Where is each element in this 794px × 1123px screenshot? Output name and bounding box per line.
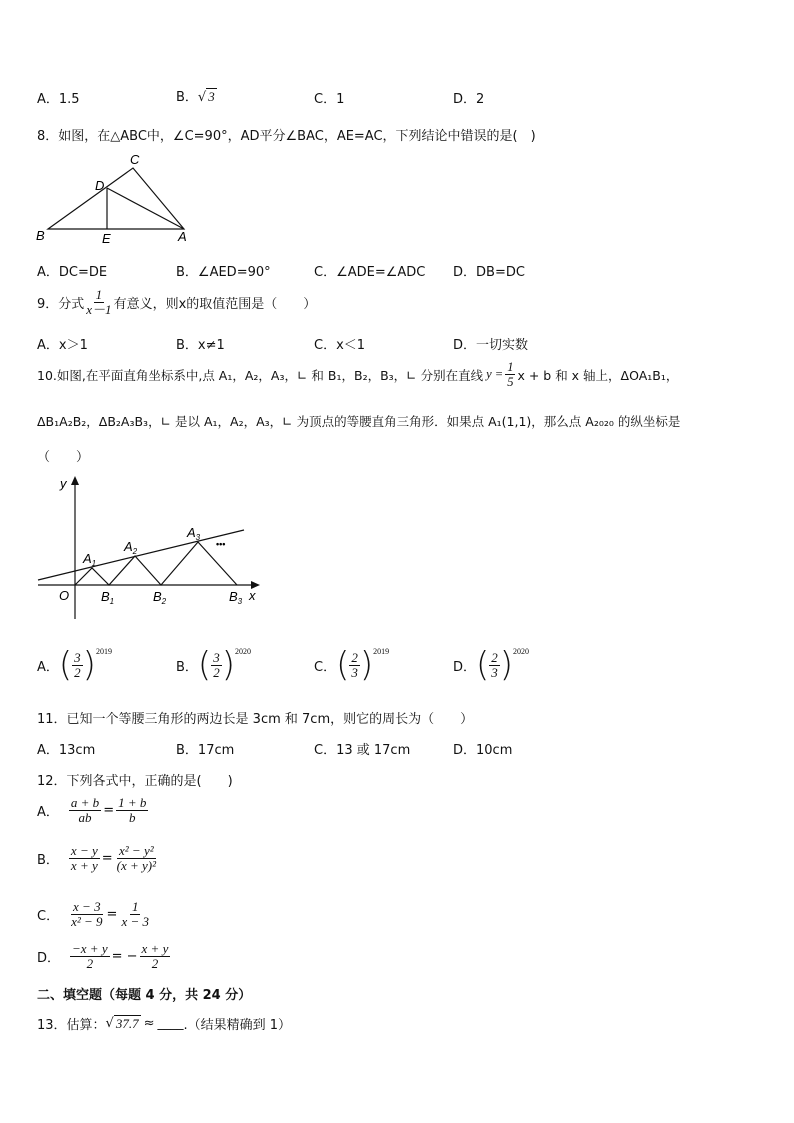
paren-right-icon: ): [221, 645, 235, 685]
label-b1: $B_1$: [101, 589, 115, 606]
q12-a-ld: ab: [78, 810, 92, 825]
sqrt-icon: √: [197, 90, 207, 105]
q12-option-d-letter: D．: [37, 951, 61, 966]
q12-option-a-left-frac: [69, 796, 101, 825]
q11-option-d: D．10cm: [453, 743, 513, 758]
q8-stem: 8．如图，在△ABC中，∠C=90°，AD平分∠BAC，AE=AC，下列结论中错误的是( ): [37, 129, 536, 144]
q11-option-b: B．17cm: [176, 743, 235, 758]
q8-option-c: C．∠ADE=∠ADC: [314, 265, 426, 280]
q9-option-b: B．x≠1: [176, 338, 225, 353]
q10-coordinate-figure: [30, 474, 270, 624]
q9-option-a: A．x＞1: [37, 338, 88, 353]
q10-eq-rest: x + b 和 x 轴上，ΔOA₁B₁，: [517, 367, 679, 383]
q10-option-d-frac: [489, 651, 500, 680]
q12-option-a-letter: A．: [37, 805, 59, 820]
q10-option-a-letter: A．: [37, 659, 59, 675]
q10-option-c-num: 2: [351, 649, 358, 665]
q10-line1: [37, 360, 678, 389]
label-a: A: [178, 229, 187, 244]
q10-option-a-num: 3: [74, 649, 81, 665]
q9-stem: [37, 288, 316, 317]
q10-option-b-num: 3: [213, 649, 220, 665]
q10-option-c: [314, 645, 390, 685]
q12-option-d-left-frac: [70, 942, 110, 971]
equals-negative-sign: = −: [111, 949, 138, 964]
q12-a-rn: 1 + b: [118, 795, 147, 810]
q10-option-b-power: 2020: [234, 646, 251, 656]
q9-option-c: C．x＜1: [314, 338, 366, 353]
q10-eq-y: y =: [486, 367, 504, 381]
q8-option-a: A．DC=DE: [37, 265, 108, 280]
q8-option-b: B．∠AED=90°: [176, 265, 271, 280]
q12-b-ld: x + y: [70, 858, 98, 873]
q9-fraction: [84, 288, 113, 317]
q11-option-a: A．13cm: [37, 743, 96, 758]
equals-sign: =: [101, 851, 113, 866]
q10-option-c-den: 3: [351, 664, 358, 680]
q9-option-d: D．一切实数: [453, 338, 529, 353]
label-c: C: [130, 152, 140, 167]
section-heading-fill-in: 二、填空题（每题 4 分，共 24 分）: [37, 988, 252, 1003]
q12-d-ld: 2: [86, 956, 94, 971]
q10-option-d-den: 3: [491, 664, 498, 680]
q13-stem: [37, 1014, 291, 1033]
q10-eq-fraction: [505, 360, 515, 389]
q12-option-b: [37, 844, 158, 873]
paren-left-icon: (: [336, 645, 350, 685]
label-e: E: [102, 231, 111, 246]
paren-right-icon: ): [359, 645, 374, 685]
label-a1: $A_1$: [83, 551, 97, 568]
line-y-eq: [38, 530, 244, 580]
q7-option-d: D．2: [453, 92, 485, 107]
q10-eq-num: 1: [507, 360, 514, 374]
q11-stem: 11．已知一个等腰三角形的两边长是 3cm 和 7cm，则它的周长为（ ）: [37, 712, 474, 727]
label-b2: $B_2$: [153, 589, 167, 606]
q7-option-b-letter: B．: [176, 90, 198, 105]
label-a2: $A_2$: [124, 539, 138, 556]
q12-b-rd: (x + y)²: [116, 858, 157, 873]
q12-b-rn: x² − y²: [119, 843, 154, 858]
q8-triangle-figure: [30, 150, 200, 250]
sqrt-icon: √: [105, 1016, 114, 1031]
q12-option-a-right-frac: [116, 796, 148, 825]
q10-option-b-den: 2: [213, 664, 220, 680]
label-b: B: [36, 228, 45, 243]
q12-a-ln: a + b: [70, 795, 100, 810]
q12-d-rn: x + y: [141, 941, 169, 956]
q10-eq-den: 5: [507, 375, 514, 389]
q12-option-b-right-frac: [115, 844, 158, 873]
paren-left-icon: (: [476, 645, 490, 685]
q13-radicand: 37.7: [115, 1016, 139, 1031]
q12-option-c-right-frac: [119, 900, 151, 929]
segment-da: [107, 188, 184, 229]
y-axis-arrow-icon: [71, 476, 79, 485]
q10-line3: （ ）: [37, 450, 90, 465]
q12-option-c: [37, 900, 151, 929]
q12-d-rd: 2: [151, 956, 159, 971]
label-y: y: [60, 476, 67, 491]
q10-option-c-frac: [349, 651, 360, 680]
q12-d-ln: −x + y: [72, 941, 108, 956]
q10-option-b: [176, 645, 251, 685]
q12-option-c-letter: C．: [37, 909, 60, 924]
q10-option-d-letter: D．: [453, 659, 477, 675]
q10-line2: ΔB₁A₂B₂，ΔB₂A₃B₃，∟ 是以 A₁，A₂，A₃，∟ 为顶点的等腰直角三角形．如果点 A₁(1,1)，那么点 A₂₀₂₀ 的纵坐标是: [37, 414, 681, 429]
q7-option-b-radicand: 3: [208, 89, 215, 104]
q7-option-b: [176, 86, 217, 105]
q8-option-d: D．DB=DC: [453, 265, 525, 280]
paren-left-icon: (: [58, 645, 73, 685]
q9-frac-num: 1: [95, 287, 103, 302]
q10-option-d: [453, 645, 530, 685]
q11-option-c: C．13 或 17cm: [314, 743, 411, 758]
q12-c-rn: 1: [131, 899, 139, 914]
paren-right-icon: ): [82, 645, 96, 685]
q12-stem: 12．下列各式中，正确的是( ): [37, 774, 233, 789]
paren-right-icon: ): [499, 645, 514, 685]
paren-left-icon: (: [197, 645, 212, 685]
label-x: x: [249, 588, 256, 603]
q12-option-b-left-frac: [69, 844, 100, 873]
q12-option-a: [37, 796, 148, 825]
q12-c-ln: x − 3: [73, 899, 101, 914]
q10-option-c-power: 2019: [373, 646, 390, 656]
q10-line1-text: 10.如图,在平面直角坐标系中,点 A₁，A₂，A₃，∟ 和 B₁，B₂，B₃，∟ 分别在直线: [37, 367, 484, 383]
label-o: O: [59, 588, 70, 603]
ellipsis-icon: •••: [216, 539, 226, 549]
q12-c-rd: x − 3: [121, 914, 149, 929]
equals-sign: =: [103, 803, 115, 818]
q10-option-a-frac: [72, 651, 83, 680]
q12-option-d-right-frac: [140, 942, 171, 971]
q9-suffix: 有意义，则x的取值范围是（ ）: [113, 297, 317, 312]
label-b3: $B_3$: [229, 589, 243, 606]
q10-option-c-letter: C．: [314, 659, 337, 675]
q10-option-a: [37, 645, 112, 685]
q10-option-d-power: 2020: [513, 646, 530, 656]
q12-c-ld: x² − 9: [71, 914, 103, 929]
q9-prefix: 9．分式: [37, 297, 85, 312]
q13-approx-sign: ≈: [143, 1016, 155, 1031]
q12-a-rd: b: [128, 810, 136, 825]
q10-option-b-frac: [211, 651, 222, 680]
label-a3: $A_3$: [187, 525, 201, 542]
q10-option-d-num: 2: [491, 649, 498, 665]
q10-option-b-letter: B．: [176, 659, 198, 675]
q13-prefix: 13．估算：: [37, 1018, 106, 1033]
q12-option-d: [37, 942, 170, 971]
q13-blank: ____: [157, 1016, 184, 1031]
q7-option-c: C．1: [314, 92, 345, 107]
q10-option-a-den: 2: [74, 664, 81, 680]
equals-sign: =: [106, 907, 118, 922]
q13-suffix: .（结果精确到 1）: [183, 1018, 292, 1033]
q12-b-ln: x − y: [70, 843, 98, 858]
triangle-abc: [48, 168, 184, 229]
label-d: D: [95, 178, 105, 193]
q9-frac-den: x－1: [86, 302, 112, 317]
isosceles-triangles: [75, 542, 237, 585]
q7-option-a: A．1.5: [37, 92, 80, 107]
q12-option-b-letter: B．: [37, 853, 59, 868]
q12-option-c-left-frac: [69, 900, 104, 929]
q10-option-a-power: 2019: [95, 646, 112, 656]
